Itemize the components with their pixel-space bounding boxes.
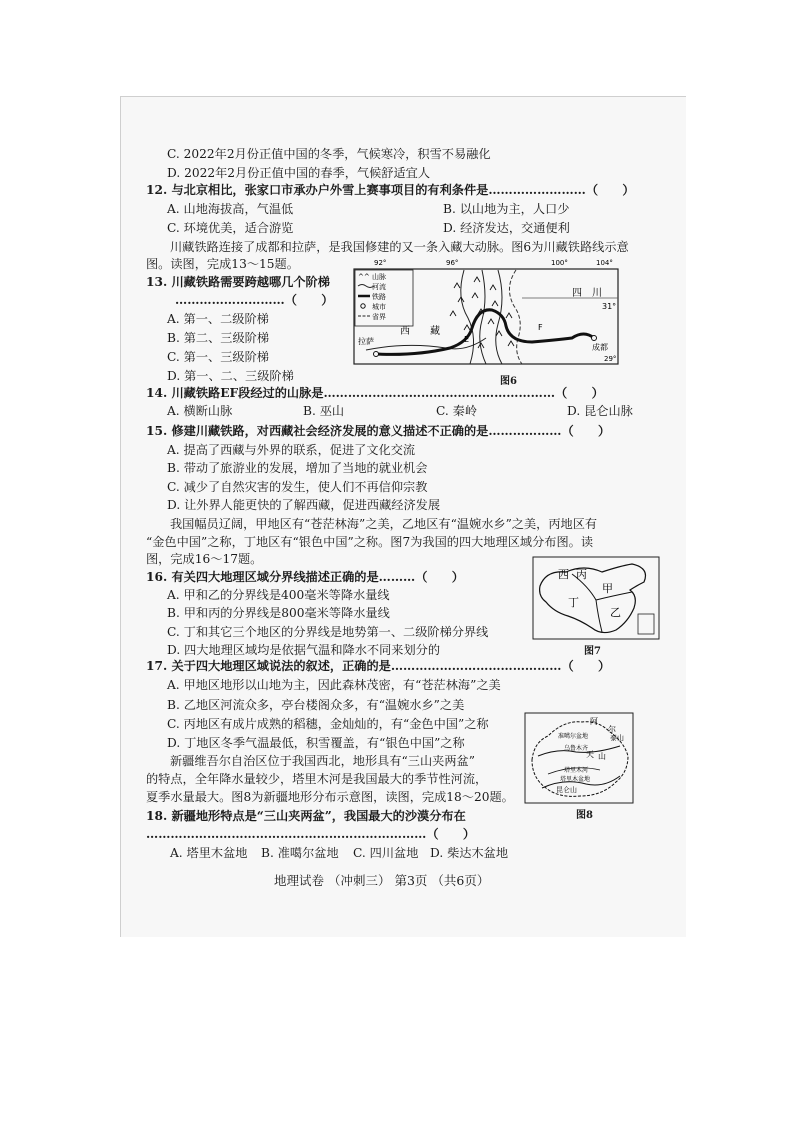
q12-stem: 12. 与北京相比，张家口市承办户外雪上赛事项目的有利条件是……………………（ ）	[146, 183, 635, 197]
legend-item: 省界	[372, 313, 386, 321]
q11-option-c: C. 2022年2月份正值中国的冬季，气候寒冷，积雪不易融化	[167, 147, 491, 161]
q15-stem: 15. 修建川藏铁路，对西藏社会经济发展的意义描述不正确的是………………（ ）	[146, 424, 611, 438]
q12-option-d: D. 经济发达，交通便利	[443, 221, 570, 235]
lon-label: 104°	[596, 259, 613, 267]
passage-xinjiang-2: 的特点，全年降水量较少，塔里木河是我国最大的季节性河流，	[146, 772, 488, 786]
q14-stem: 14. 川藏铁路EF段经过的山脉是…………………………………………………（ ）	[146, 386, 604, 400]
q18-option-b: B. 准噶尔盆地	[261, 846, 339, 860]
q13-stem: 13. 川藏铁路需要跨越哪几个阶梯	[146, 275, 330, 289]
terrain-label: 准噶尔盆地	[558, 733, 589, 740]
river	[461, 270, 474, 364]
figure-6-railway-map	[346, 258, 624, 387]
legend-item: 铁路	[372, 293, 386, 301]
south-sea-inset	[638, 614, 654, 634]
terrain-label: 天	[586, 750, 594, 759]
river	[480, 270, 486, 364]
figure-6-map-svg	[346, 258, 624, 370]
terrain-label: 山	[598, 752, 606, 761]
q16-option-b: B. 甲和丙的分界线是800毫米等降水量线	[167, 606, 390, 620]
terrain-label: 昆仑山	[556, 786, 577, 794]
q15-option-c: C. 减少了自然灾害的发生，使人们不再信仰宗教	[167, 480, 428, 494]
q13-option-a: A. 第一、二级阶梯	[167, 312, 269, 326]
legend-item: 城市	[372, 303, 386, 311]
q16-stem: 16. 有关四大地理区域分界线描述正确的是………（ ）	[146, 570, 464, 584]
figure-7-caption: 图7	[584, 646, 601, 657]
figure-6-caption: 图6	[500, 376, 517, 387]
terrain-label: 泰山	[610, 734, 624, 742]
city-marker-lhasa	[374, 352, 379, 357]
point-label-e: E	[464, 335, 470, 344]
city-label-lhasa: 拉萨	[358, 337, 374, 346]
region-label-sichuan: 四	[572, 288, 582, 299]
region-label-tibet: 西	[400, 326, 410, 337]
q15-option-d: D. 让外界人能更快的了解西藏，促进西藏经济发展	[167, 498, 441, 512]
terrain-label: 尔	[608, 725, 616, 734]
region-label: 丙	[576, 568, 587, 581]
q13-option-b: B. 第二、三级阶梯	[167, 331, 270, 345]
legend-item: 山脉	[372, 273, 386, 281]
china-outline	[540, 564, 646, 633]
page-footer: 地理试卷 （冲刺三） 第3页 （共6页）	[274, 873, 490, 888]
q16-option-d: D. 四大地理区域均是依据气温和降水不同来划分的	[167, 643, 441, 657]
figure-8-caption: 图8	[576, 810, 593, 821]
q14-option-a: A. 横断山脉	[167, 404, 233, 418]
lat-label: 31°	[602, 302, 617, 311]
city-marker-chengdu	[592, 336, 597, 341]
region-label-sichuan: 川	[592, 288, 602, 299]
q17-option-b: B. 乙地区河流众多，亭台楼阁众多，有“温婉水乡”之美	[167, 698, 465, 712]
region-label: 西	[558, 568, 569, 581]
q15-option-b: B. 带动了旅游业的发展，增加了当地的就业机会	[167, 461, 428, 475]
passage-sichuan-tibet-1: 川藏铁路连接了成都和拉萨，是我国修建的又一条入藏大动脉。图6为川藏铁路线示意	[170, 240, 629, 254]
passage-regions-2: “金色中国”之称，丁地区有“银色中国”之称。图7为我国的四大地理区域分布图。读	[146, 535, 594, 549]
q17-stem: 17. 关于四大地理区域说法的叙述，正确的是……………………………………（ ）	[146, 659, 611, 673]
passage-sichuan-tibet-2: 图。读图，完成13～15题。	[146, 257, 299, 271]
q18-option-c: C. 四川盆地	[353, 846, 419, 860]
passage-xinjiang-3: 夏季水量最大。图8为新疆地形分布示意图，读图，完成18～20题。	[146, 790, 514, 804]
q17-option-d: D. 丁地区冬季气温最低，积雪覆盖，有“银色中国”之称	[167, 736, 465, 750]
region-label: 乙	[610, 606, 621, 619]
figure-7-map-svg	[532, 556, 660, 640]
terrain-label: 阿	[590, 717, 598, 726]
q18-stem-dots: ……………………………………………………………（ ）	[146, 827, 476, 841]
q18-stem: 18. 新疆地形特点是“三山夹两盆”，我国最大的沙漠分布在	[146, 809, 466, 823]
passage-xinjiang-1: 新疆维吾尔自治区位于我国西北，地形具有“三山夹两盆”	[170, 754, 475, 768]
q16-option-c: C. 丁和其它三个地区的分界线是地势第一、二级阶梯分界线	[167, 625, 489, 639]
q18-option-d: D. 柴达木盆地	[430, 846, 509, 860]
lon-label: 100°	[551, 259, 568, 267]
q14-option-d: D. 昆仑山脉	[567, 404, 633, 418]
q13-option-d: D. 第一、二、三级阶梯	[167, 369, 294, 383]
terrain-label: 乌鲁木齐	[564, 745, 589, 752]
terrain-label: 塔里木河	[564, 767, 589, 774]
map-frame	[525, 713, 633, 803]
q14-option-c: C. 秦岭	[436, 404, 478, 418]
region-label-tibet: 藏	[430, 326, 440, 337]
q12-option-a: A. 山地海拔高，气温低	[167, 202, 294, 216]
q13-stem-dots: ………………………（ ）	[175, 293, 334, 307]
q12-option-b: B. 以山地为主，人口少	[443, 202, 570, 216]
q13-option-c: C. 第一、三级阶梯	[167, 350, 269, 364]
q16-option-a: A. 甲和乙的分界线是400毫米等降水量线	[167, 588, 390, 602]
figure-8-map-svg	[524, 712, 634, 804]
q17-option-c: C. 丙地区有成片成熟的稻穗，金灿灿的，有“金色中国”之称	[167, 717, 489, 731]
q15-option-a: A. 提高了西藏与外界的联系，促进了文化交流	[167, 443, 416, 457]
region-label: 甲	[602, 582, 613, 595]
q14-option-b: B. 巫山	[303, 404, 345, 418]
lat-label: 29°	[604, 355, 617, 363]
figure-7-regions-map	[532, 556, 660, 657]
q11-option-d: D. 2022年2月份正值中国的春季，气候舒适宜人	[167, 166, 431, 180]
q18-option-a: A. 塔里木盆地	[170, 846, 248, 860]
figure-8-xinjiang-map	[524, 712, 634, 821]
passage-regions-1: 我国幅员辽阔，甲地区有“苍茫林海”之美，乙地区有“温婉水乡”之美，丙地区有	[170, 517, 598, 531]
terrain-label: 塔里木盆地	[560, 776, 591, 783]
region-label: 丁	[568, 596, 579, 609]
legend-mountain-icon: ^^	[358, 273, 370, 281]
legend-item: 河流	[372, 283, 386, 291]
point-label-f: F	[538, 323, 543, 332]
q12-option-c: C. 环境优美，适合游览	[167, 221, 294, 235]
passage-regions-3: 图，完成16～17题。	[146, 552, 263, 566]
q17-option-a: A. 甲地区地形以山地为主，因此森林茂密，有“苍茫林海”之美	[167, 678, 501, 692]
lon-label: 96°	[446, 259, 459, 267]
lon-label: 92°	[374, 259, 387, 267]
city-label-chengdu: 成都	[592, 343, 608, 352]
